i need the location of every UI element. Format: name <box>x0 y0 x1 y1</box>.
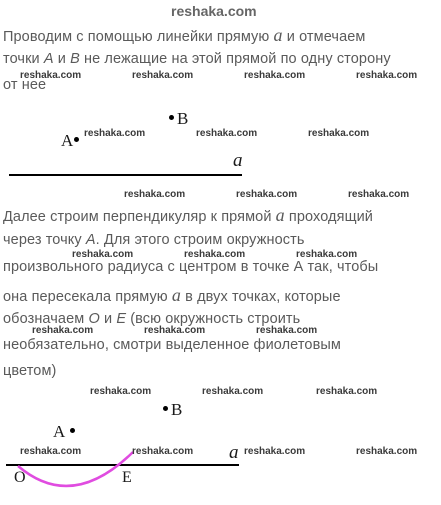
watermark: reshaka.com <box>32 325 94 336</box>
point-O-label: O <box>14 469 26 486</box>
line-symbol-a: a <box>275 205 285 225</box>
watermark: reshaka.com <box>256 325 318 336</box>
para2-line7: цветом) <box>3 363 57 379</box>
watermark: reshaka.com <box>84 128 146 139</box>
point-symbol-A: A <box>43 51 54 67</box>
text: Далее строим перпендикуляр к прямой <box>3 209 276 225</box>
point-symbol-E: E <box>116 311 127 327</box>
watermark: reshaka.com <box>196 128 258 139</box>
text: точки <box>3 51 44 67</box>
point-B-label: B <box>177 109 189 128</box>
line-symbol-a: a <box>171 285 182 305</box>
text: она пересекала прямую <box>3 289 172 305</box>
watermark: reshaka.com <box>132 70 194 81</box>
watermark: reshaka.com <box>348 189 410 200</box>
watermark: reshaka.com <box>132 446 194 457</box>
text: Проводим с помощью линейки прямую <box>3 29 274 45</box>
para1-line3: от нее <box>3 77 47 93</box>
watermark: reshaka.com <box>356 446 418 457</box>
point-A-label: A <box>53 422 66 441</box>
site-logo[interactable]: reshaka.com <box>171 3 257 19</box>
watermark: reshaka.com <box>184 249 246 260</box>
watermark: reshaka.com <box>20 446 82 457</box>
point-E-label: E <box>122 469 132 486</box>
watermark: reshaka.com <box>144 325 206 336</box>
point-symbol-O: O <box>88 311 100 327</box>
point-symbol-B: B <box>70 51 80 67</box>
text: и отмечаем <box>282 29 366 45</box>
text: через точку <box>3 232 86 248</box>
text: и <box>53 51 71 67</box>
watermark: reshaka.com <box>308 128 370 139</box>
para2-line6: необязательно, смотри выделенное фиолетовым <box>3 337 341 353</box>
text: обозначаем <box>3 311 89 327</box>
point-B-label: B <box>171 400 183 419</box>
watermark: reshaka.com <box>244 446 306 457</box>
text: . Для этого строим окружность <box>95 232 305 248</box>
watermark: reshaka.com <box>124 189 186 200</box>
text: (всю окружность строить <box>126 311 301 327</box>
watermark: reshaka.com <box>296 249 358 260</box>
watermark: reshaka.com <box>356 70 418 81</box>
watermark: reshaka.com <box>90 386 152 397</box>
watermark: reshaka.com <box>244 70 306 81</box>
text: проходящий <box>284 209 374 225</box>
text: и <box>99 311 117 327</box>
watermark: reshaka.com <box>202 386 264 397</box>
watermark: reshaka.com <box>72 249 134 260</box>
para2-line3: произвольного радиуса с центром в точке А так, чтобы <box>3 259 379 275</box>
point-symbol-A: A <box>85 232 96 248</box>
watermark: reshaka.com <box>20 70 82 81</box>
watermark: reshaka.com <box>236 189 298 200</box>
line-a-label: a <box>229 442 239 463</box>
point-A-label: A <box>61 131 74 150</box>
watermark: reshaka.com <box>316 386 378 397</box>
text: в двух точках, которые <box>181 289 341 305</box>
line-symbol-a: a <box>273 25 283 45</box>
line-a-label: a <box>233 150 243 171</box>
purple-arc <box>18 452 133 486</box>
text: не лежащие на этой прямой по одну сторону <box>79 51 391 67</box>
